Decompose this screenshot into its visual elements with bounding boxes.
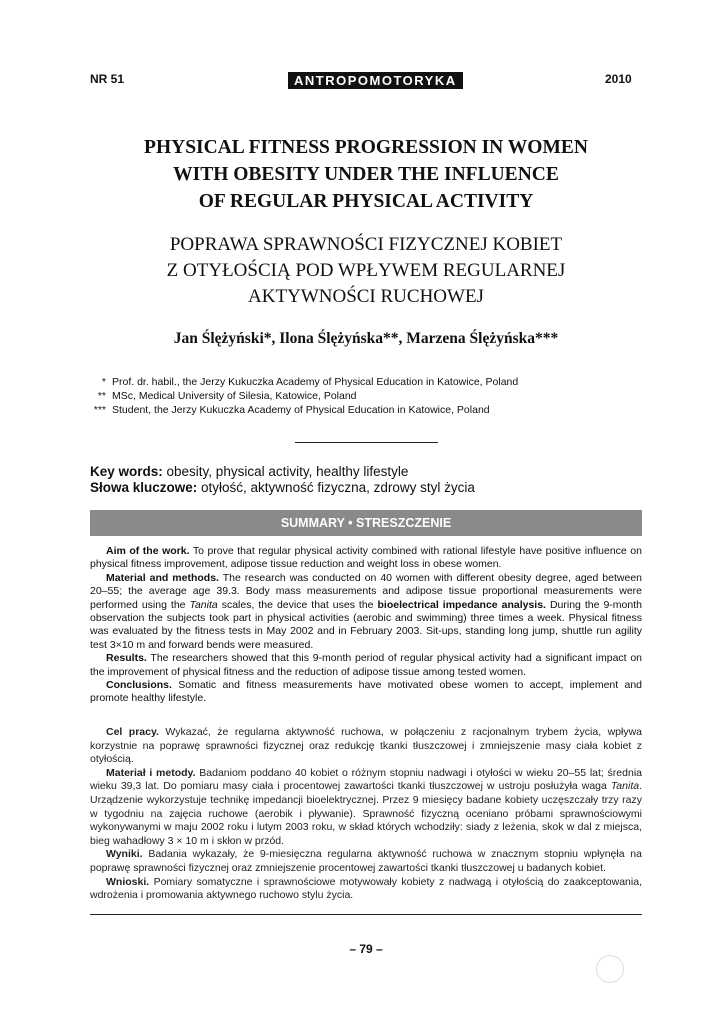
title-polish	[90, 232, 642, 310]
title-en-line: PHYSICAL FITNESS PROGRESSION IN WOMEN	[144, 137, 588, 158]
affiliation-text: MSc, Medical University of Silesia, Katowice, Poland	[112, 390, 357, 402]
methods-text: . Urządzenie wykorzystuje technikę impedancji bioelektrycznej. Przez 9 miesięcy badane kobiety uczęszczały trzy razy w tygodniu na zajęcia ruchowe (aerobik i pływanie). Sprawność fizyczną oceniano próbami sprawnościowymi wykonywanymi w maju 2002 roku i lutym 2003 roku, w skład których wchodziły: siady z leżenia, skok w dal z miejsca, bieg wahadłowy 3 × 10 m i skłon w przód.	[90, 780, 642, 847]
summary-header: SUMMARY • STRESZCZENIE	[90, 510, 642, 536]
title-english	[90, 134, 642, 215]
methods-text: During the 9-month observation the subjects took part in physical activities (aerobic and swimming) three times a week. Physical fitness was evaluated by the fitness tests in May 2002 and in February 2003. Sit-ups, standing long jump, shuttle run agility test 3×10 m and forward bends were measured.	[90, 598, 642, 651]
abstract-english	[90, 545, 642, 706]
affiliation-item	[76, 403, 518, 417]
affiliation-text: Student, the Jerzy Kukuczka Academy of Physical Education in Katowice, Poland	[112, 404, 490, 416]
affiliation-mark: *	[101, 376, 106, 388]
title-pl-line: Z OTYŁOŚCIĄ POD WPŁYWEM REGULARNEJ	[166, 260, 566, 281]
keywords-en-label: Key words:	[90, 464, 163, 479]
watermark-icon	[596, 955, 624, 983]
title-pl-line: POPRAWA SPRAWNOŚCI FIZYCZNEJ KOBIET	[169, 234, 563, 255]
affiliation-item	[76, 389, 518, 403]
abstract-methods	[90, 767, 642, 849]
footer-rule	[90, 914, 642, 915]
results-text: The researchers showed that this 9-month period of regular physical activity had a significant impact on the improvement of physical fitness and the reduction of adipose tissue among tested women.	[90, 652, 642, 678]
methods-label: Material and methods.	[106, 571, 219, 584]
journal-name: ANTROPOMOTORYKA	[288, 72, 463, 89]
abstract-polish	[90, 726, 642, 903]
conclusions-label: Wnioski.	[106, 875, 150, 888]
abstract-conclusions	[90, 679, 642, 706]
conclusions-text: Somatic and fitness measurements have motivated obese women to accept, implement and promote healthy lifestyle.	[90, 679, 642, 705]
tanita-term: Tanita	[610, 780, 640, 793]
keywords-english	[90, 464, 475, 480]
results-label: Wyniki.	[106, 848, 143, 861]
aim-text: To prove that regular physical activity combined with rational lifestyle have positive influence on physical fitness improvement, adipose tissue reduction and weight loss in obese women.	[90, 545, 642, 571]
affiliation-item	[76, 375, 518, 389]
issue-number: NR 51	[90, 72, 125, 86]
aim-text: Wykazać, że regularna aktywność ruchowa, w połączeniu z racjonalnym trybem życia, wpływa korzystnie na poprawę sprawności fizycznej oraz redukcję tkanki tłuszczowej i zmniejszenie masy ciała kobiet z otyłością.	[90, 726, 642, 766]
page-number: – 79 –	[349, 942, 383, 956]
conclusions-label: Conclusions.	[106, 679, 172, 692]
abstract-conclusions	[90, 876, 642, 903]
abstract-aim	[90, 545, 642, 572]
keywords-block	[90, 464, 475, 496]
affiliation-text: Prof. dr. habil., the Jerzy Kukuczka Academy of Physical Education in Katowice, Poland	[112, 376, 519, 388]
methods-text: scales, the device that uses the	[217, 598, 378, 611]
keywords-pl-text: otyłość, aktywność fizyczna, zdrowy styl życia	[197, 480, 475, 495]
title-en-line: OF REGULAR PHYSICAL ACTIVITY	[198, 191, 534, 212]
methods-text: The research was conducted on 40 women with different obesity degree, aged between 20–55; the average age 39.3. Body mass measurements and adipose tissue proportional measurements were performed using the	[90, 571, 643, 611]
title-en-line: WITH OBESITY UNDER THE INFLUENCE	[173, 164, 559, 185]
keywords-en-text: obesity, physical activity, healthy lifestyle	[162, 464, 409, 479]
abstract-aim	[90, 726, 642, 767]
abstract-methods	[90, 572, 642, 652]
title-pl-line: AKTYWNOŚCI RUCHOWEJ	[248, 286, 484, 307]
abstract-results	[90, 848, 642, 875]
methods-label: Materiał i metody.	[106, 766, 196, 779]
keywords-pl-label: Słowa kluczowe:	[90, 480, 198, 495]
results-label: Results.	[106, 652, 147, 665]
abstract-results	[90, 652, 642, 679]
affiliation-mark: ***	[93, 404, 106, 416]
results-text: Badania wykazały, że 9-miesięczna regularna aktywność ruchowa w znacznym stopniu wpłynęła na poprawę sprawności fizycznej oraz zmniejszenie procentowej zawartości tkanki tłuszczowej u badanych kobiet.	[90, 848, 642, 874]
author-list: Jan Ślężyński*, Ilona Ślężyńska**, Marzena Ślężyńska***	[173, 330, 559, 347]
conclusions-text: Pomiary somatyczne i sprawnościowe motywowały kobiety z nadwagą i otyłością do zaakceptowania, wdrożenia i promowania aktywnego ruchowo stylu życia.	[90, 875, 642, 902]
section-divider	[295, 442, 438, 443]
bia-term: bioelectrical impedance analysis.	[377, 598, 546, 611]
tanita-term: Tanita	[189, 598, 218, 611]
keywords-polish	[90, 480, 475, 496]
aim-label: Aim of the work.	[106, 545, 190, 557]
aim-label: Cel pracy.	[106, 726, 159, 738]
affiliation-mark: **	[97, 390, 106, 402]
publication-year: 2010	[605, 72, 632, 86]
methods-text: Badaniom poddano 40 kobiet o różnym stopniu nadwagi i otyłości w wieku 20–55 lat; średnia wieku 39,3 lat. Do pomiaru masy ciała i procentowej zawartości tkanki tłuszczowej w ustroju posłużyła waga	[90, 766, 642, 793]
affiliations	[76, 375, 518, 417]
